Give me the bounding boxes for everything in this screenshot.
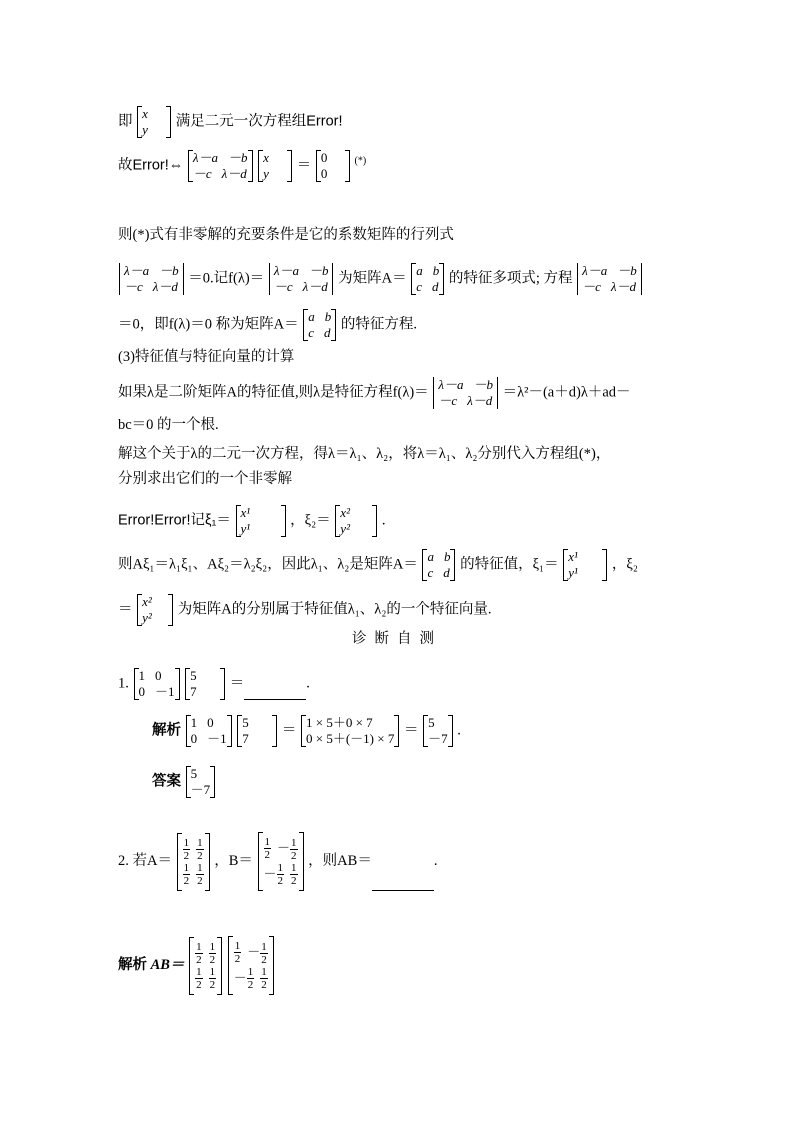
numerator: 1	[291, 861, 297, 874]
cell: y²	[340, 521, 350, 536]
equals: ＝	[296, 157, 312, 174]
minus: －	[247, 944, 261, 959]
text-line-10: 分别求出它们的一个非零解	[118, 471, 292, 487]
text: ，ξ₂	[611, 556, 638, 573]
cell: －b	[617, 263, 637, 278]
denominator: 2	[209, 978, 216, 991]
matrix-b	[258, 832, 304, 891]
neg-fraction	[264, 862, 285, 888]
cell: λ－a	[192, 150, 219, 165]
cell: 0	[138, 684, 145, 699]
fraction	[196, 837, 204, 862]
fraction	[277, 862, 285, 887]
period: .	[433, 852, 438, 869]
minus: －	[277, 840, 291, 855]
neg-fraction	[247, 940, 268, 966]
vector-xy	[137, 106, 171, 138]
analysis-label: 解析	[152, 722, 181, 739]
text: 如果λ是二阶矩阵A的特征值,则λ是特征方程f(λ)＝	[118, 384, 429, 401]
cell: 0	[155, 668, 162, 683]
numerator: 1	[277, 862, 284, 875]
text-line-4	[118, 263, 643, 295]
text-line-5	[118, 309, 417, 341]
numerator: 1	[291, 836, 297, 849]
answer-blank[interactable]	[372, 876, 434, 891]
cell: －b	[473, 377, 493, 392]
analysis-label: 解析	[118, 956, 147, 973]
vector-xi1	[236, 505, 286, 537]
text-line-12	[118, 549, 638, 581]
determinant	[433, 377, 498, 409]
text: ，B＝	[214, 852, 253, 869]
fraction	[209, 941, 217, 966]
cell: λ－d	[610, 279, 637, 294]
cell: 1	[190, 715, 198, 730]
cell: a	[308, 309, 315, 324]
cell: λ－a	[582, 263, 608, 278]
text: ＝0.记f(λ)＝	[188, 270, 265, 287]
text: 故Error!⇔	[118, 157, 184, 174]
cell: λ－a	[273, 263, 299, 278]
cell: λ－d	[152, 279, 178, 294]
matrix-a	[411, 263, 444, 295]
text-line-1	[118, 106, 343, 138]
text: AB＝	[150, 956, 185, 973]
question-1-answer	[152, 766, 216, 798]
cell: x	[263, 150, 269, 165]
equals: ＝	[403, 722, 419, 739]
cell: 0	[320, 166, 328, 181]
fraction	[196, 862, 204, 887]
cell: 0	[207, 715, 214, 730]
text: 的特征方程.	[340, 316, 417, 333]
denominator: 2	[197, 874, 203, 887]
text: 为矩阵A＝	[338, 270, 407, 287]
cell: －c	[438, 393, 458, 408]
denominator: 2	[196, 978, 202, 991]
numerator: 1	[196, 965, 202, 978]
fraction	[260, 966, 268, 992]
determinant	[119, 263, 184, 295]
denominator: 2	[234, 953, 241, 965]
cell: y²	[142, 610, 152, 625]
denominator: 2	[277, 875, 284, 888]
numerator: 1	[183, 836, 190, 849]
question-1	[118, 668, 310, 700]
text: 为矩阵A的分别属于特征值λ₁、λ₂的一个特征向量.	[177, 601, 492, 618]
cell: 0 × 5＋(－1) × 7	[306, 731, 395, 746]
cell: λ－d	[302, 279, 328, 294]
numerator: 1	[197, 836, 203, 849]
text: 的特征多项式; 方程	[448, 270, 573, 287]
determinant	[269, 263, 334, 295]
cell: x²	[142, 594, 152, 609]
text: 的特征值，ξ₁＝	[460, 556, 559, 573]
numerator: 1	[197, 861, 203, 874]
cell: b	[432, 263, 440, 278]
result-vector	[423, 715, 453, 747]
vector-x: x	[142, 106, 148, 121]
computation-matrix	[301, 715, 399, 747]
cell: －c	[192, 166, 212, 181]
cell: －c	[273, 279, 293, 294]
zero-vector	[316, 150, 350, 182]
text: Error!Error!记ξ₁＝	[118, 512, 231, 529]
question-2	[118, 832, 437, 891]
cell: 5	[428, 715, 435, 730]
cell: d	[443, 565, 450, 580]
fraction	[290, 862, 298, 888]
denominator: 2	[183, 874, 190, 887]
vector-y: y	[142, 122, 148, 137]
matrix	[186, 715, 232, 747]
text: ＝	[118, 601, 133, 618]
matrix	[134, 668, 180, 700]
coefficient-matrix	[188, 150, 253, 182]
text-line-8: bc＝0 的一个根.	[118, 417, 219, 433]
cell: 7	[242, 731, 249, 746]
fraction	[195, 966, 203, 991]
cell: －7	[190, 782, 211, 797]
cell: 1 × 5＋0 × 7	[306, 715, 373, 730]
text: ＝λ²－(a＋d)λ＋ad－	[502, 384, 631, 401]
vector-xy	[258, 150, 292, 182]
text-line-6: (3)特征值与特征向量的计算	[118, 349, 295, 365]
denominator: 2	[291, 874, 297, 887]
cell: －b	[159, 263, 179, 278]
neg-fraction	[234, 966, 255, 992]
numerator: 1	[196, 940, 202, 953]
cell: －b	[228, 150, 248, 165]
fraction	[195, 941, 203, 966]
fraction	[264, 836, 272, 862]
cell: λ－d	[221, 166, 247, 181]
cell: 0	[320, 150, 328, 165]
cell: b	[443, 549, 451, 564]
numerator: 1	[247, 966, 254, 979]
cell: 5	[190, 766, 198, 781]
denominator: 2	[264, 849, 271, 861]
fraction	[183, 862, 191, 887]
matrix-a	[303, 309, 336, 341]
denominator: 2	[247, 979, 254, 992]
cell: λ－a	[438, 377, 464, 392]
vector-xi2	[137, 594, 173, 626]
denominator: 2	[261, 978, 267, 991]
numerator: 1	[209, 965, 216, 978]
numerator: 1	[261, 965, 267, 978]
matrix-a	[189, 937, 222, 995]
denominator: 2	[196, 953, 202, 966]
denominator: 2	[261, 953, 267, 966]
text-line-3: 则(*)式有非零解的充要条件是它的系数矩阵的行列式	[118, 227, 454, 243]
question-2-analysis	[118, 936, 275, 995]
answer-label: 答案	[152, 773, 181, 790]
denominator: 2	[291, 849, 297, 862]
period: .	[457, 722, 461, 739]
tag: (*)	[354, 155, 367, 167]
neg-fraction	[277, 836, 298, 862]
minus: －	[233, 969, 247, 985]
cell: －c	[582, 279, 601, 294]
cell: 5	[190, 668, 197, 683]
section-title: 诊断自测	[352, 631, 442, 647]
text: 2. 若A＝	[118, 852, 172, 869]
cell: d	[431, 279, 439, 294]
vector-xi2	[335, 505, 377, 537]
text-line-9: 解这个关于λ的二元一次方程，得λ＝λ₁、λ₂，将λ＝λ₁、λ₂分别代入方程组(*)，	[118, 446, 611, 462]
answer-vector	[186, 766, 216, 798]
cell: －1	[207, 731, 227, 746]
cell: c	[427, 565, 434, 580]
text-line-13	[118, 594, 492, 626]
question-number: 1.	[118, 675, 129, 692]
minus: －	[263, 865, 277, 881]
cell: d	[324, 325, 331, 340]
fraction	[247, 966, 255, 991]
cell: －1	[155, 684, 175, 699]
cell: λ－a	[124, 263, 150, 278]
cell: c	[416, 279, 422, 294]
cell: －7	[428, 731, 448, 746]
text: 满足二元一次方程组Error!	[175, 113, 343, 130]
cell: a	[416, 263, 423, 278]
numerator: 1	[261, 940, 267, 953]
cell: y¹	[568, 565, 578, 580]
equals: ＝	[229, 675, 245, 692]
cell: x¹	[240, 505, 251, 520]
text: ＝0，即f(λ)＝0 称为矩阵A＝	[118, 316, 299, 333]
cell: x¹	[568, 549, 578, 564]
cell: 1	[138, 668, 145, 683]
question-1-analysis	[152, 715, 461, 747]
fraction	[234, 940, 242, 966]
cell: a	[427, 549, 434, 564]
cell: c	[308, 325, 315, 340]
fraction	[209, 966, 217, 991]
text-line-11	[118, 505, 386, 537]
cell: 7	[190, 684, 197, 699]
numerator: 1	[264, 836, 271, 848]
matrix-b	[228, 936, 274, 995]
text: ，ξ₂＝	[290, 512, 331, 529]
text: 则Aξ₁＝λ₁ξ₁、Aξ₂＝λ₂ξ₂，因此λ₁、λ₂是矩阵A＝	[118, 556, 418, 573]
cell: 5	[242, 715, 249, 730]
matrix-a	[177, 833, 210, 891]
text-line-7	[118, 377, 631, 409]
cell: y	[263, 166, 269, 181]
text: 即	[118, 113, 133, 130]
cell: b	[324, 309, 332, 324]
text-line-2	[118, 150, 366, 182]
vector-xi1	[563, 549, 607, 581]
cell: λ－d	[467, 393, 493, 408]
cell: －b	[308, 263, 329, 278]
text: ，则AB＝	[308, 852, 372, 869]
vector	[185, 668, 225, 700]
fraction	[183, 837, 191, 862]
numerator: 1	[209, 940, 216, 953]
equals: ＝	[281, 722, 297, 739]
cell: y¹	[240, 521, 251, 536]
cell: 0	[190, 731, 198, 746]
vector	[237, 715, 277, 747]
cell: －c	[124, 279, 143, 294]
numerator: 1	[234, 940, 241, 952]
cell: x²	[340, 505, 350, 520]
fraction	[290, 837, 298, 862]
denominator: 2	[209, 953, 216, 966]
matrix-a	[422, 549, 455, 581]
denominator: 2	[183, 849, 190, 862]
determinant	[577, 263, 642, 295]
denominator: 2	[197, 849, 203, 862]
answer-blank[interactable]	[244, 685, 306, 700]
text: .	[381, 512, 386, 529]
fraction	[260, 941, 268, 966]
period: .	[306, 675, 310, 692]
numerator: 1	[183, 861, 190, 874]
